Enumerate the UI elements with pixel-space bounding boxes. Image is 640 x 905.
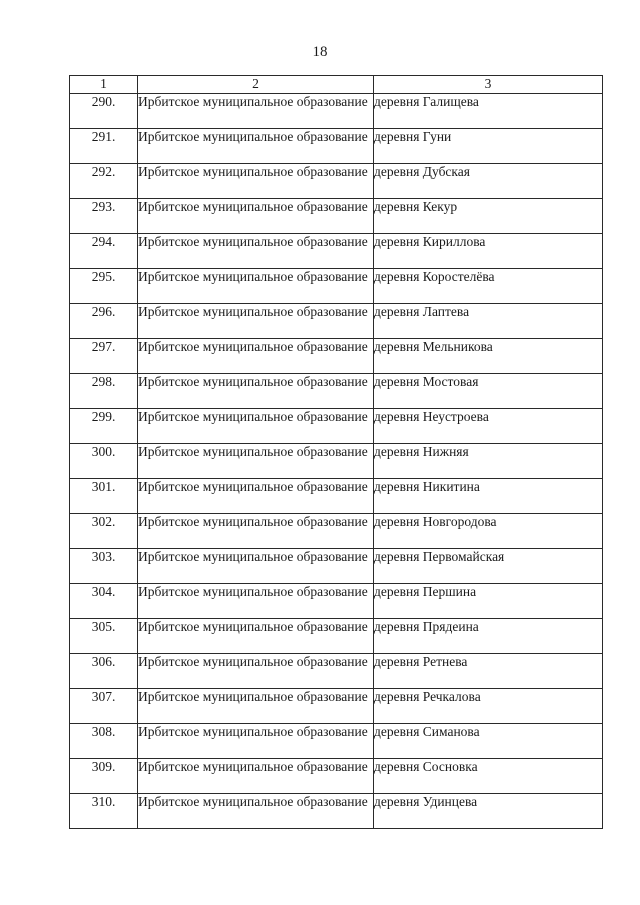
table-row [70,444,603,479]
municipality-cell: Ирбитское муниципальное образование [138,549,374,584]
settlement-cell: деревня Першина [374,584,603,619]
row-number: 293. [70,199,138,234]
settlement-cell: деревня Первомайская [374,549,603,584]
municipality-cell: Ирбитское муниципальное образование [138,479,374,514]
table-row [70,374,603,409]
municipality-cell: Ирбитское муниципальное образование [138,619,374,654]
table-row [70,514,603,549]
table-row [70,654,603,689]
row-number: 307. [70,689,138,724]
row-number: 298. [70,374,138,409]
row-number: 300. [70,444,138,479]
row-number: 302. [70,514,138,549]
municipality-cell: Ирбитское муниципальное образование [138,374,374,409]
settlement-cell: деревня Нижняя [374,444,603,479]
row-number: 310. [70,794,138,829]
page-number: 18 [312,44,328,60]
municipality-cell: Ирбитское муниципальное образование [138,269,374,304]
settlement-cell: деревня Речкалова [374,689,603,724]
table-body [70,94,603,829]
settlement-cell: деревня Ретнева [374,654,603,689]
settlement-cell: деревня Кириллова [374,234,603,269]
settlement-cell: деревня Лаптева [374,304,603,339]
table-row [70,584,603,619]
municipality-cell: Ирбитское муниципальное образование [138,654,374,689]
table-row [70,304,603,339]
municipality-cell: Ирбитское муниципальное образование [138,234,374,269]
settlements-table [69,75,603,829]
row-number: 290. [70,94,138,129]
table-row [70,269,603,304]
row-number: 292. [70,164,138,199]
table-row [70,164,603,199]
settlement-cell: деревня Новгородова [374,514,603,549]
table-row [70,794,603,829]
table-row [70,339,603,374]
header-col-3: 3 [374,76,603,94]
row-number: 296. [70,304,138,339]
row-number: 295. [70,269,138,304]
row-number: 308. [70,724,138,759]
settlement-cell: деревня Прядеина [374,619,603,654]
settlement-cell: деревня Неустроева [374,409,603,444]
row-number: 305. [70,619,138,654]
row-number: 294. [70,234,138,269]
settlement-cell: деревня Удинцева [374,794,603,829]
table-row [70,724,603,759]
table-row [70,479,603,514]
municipality-cell: Ирбитское муниципальное образование [138,584,374,619]
municipality-cell: Ирбитское муниципальное образование [138,129,374,164]
municipality-cell: Ирбитское муниципальное образование [138,794,374,829]
municipality-cell: Ирбитское муниципальное образование [138,199,374,234]
table-row [70,129,603,164]
header-row [70,76,603,94]
municipality-cell: Ирбитское муниципальное образование [138,304,374,339]
header-col-2: 2 [138,76,374,94]
table-row [70,689,603,724]
settlement-cell: деревня Мельникова [374,339,603,374]
row-number: 301. [70,479,138,514]
settlement-cell: деревня Сосновка [374,759,603,794]
settlement-cell: деревня Кекур [374,199,603,234]
municipality-cell: Ирбитское муниципальное образование [138,759,374,794]
row-number: 303. [70,549,138,584]
municipality-cell: Ирбитское муниципальное образование [138,514,374,549]
municipality-cell: Ирбитское муниципальное образование [138,339,374,374]
table-header [70,76,603,94]
row-number: 309. [70,759,138,794]
municipality-cell: Ирбитское муниципальное образование [138,94,374,129]
row-number: 304. [70,584,138,619]
settlement-cell: деревня Мостовая [374,374,603,409]
row-number: 299. [70,409,138,444]
municipality-cell: Ирбитское муниципальное образование [138,164,374,199]
row-number: 291. [70,129,138,164]
settlement-cell: деревня Симанова [374,724,603,759]
settlement-cell: деревня Дубская [374,164,603,199]
municipality-cell: Ирбитское муниципальное образование [138,444,374,479]
municipality-cell: Ирбитское муниципальное образование [138,689,374,724]
settlement-cell: деревня Коростелёва [374,269,603,304]
table-row [70,619,603,654]
table-row [70,409,603,444]
table-row [70,94,603,129]
settlement-cell: деревня Никитина [374,479,603,514]
table-row [70,759,603,794]
settlement-cell: деревня Гуни [374,129,603,164]
row-number: 297. [70,339,138,374]
municipality-cell: Ирбитское муниципальное образование [138,724,374,759]
settlement-cell: деревня Галищева [374,94,603,129]
header-col-1: 1 [70,76,138,94]
table-row [70,234,603,269]
municipality-cell: Ирбитское муниципальное образование [138,409,374,444]
table-row [70,199,603,234]
row-number: 306. [70,654,138,689]
table-row [70,549,603,584]
